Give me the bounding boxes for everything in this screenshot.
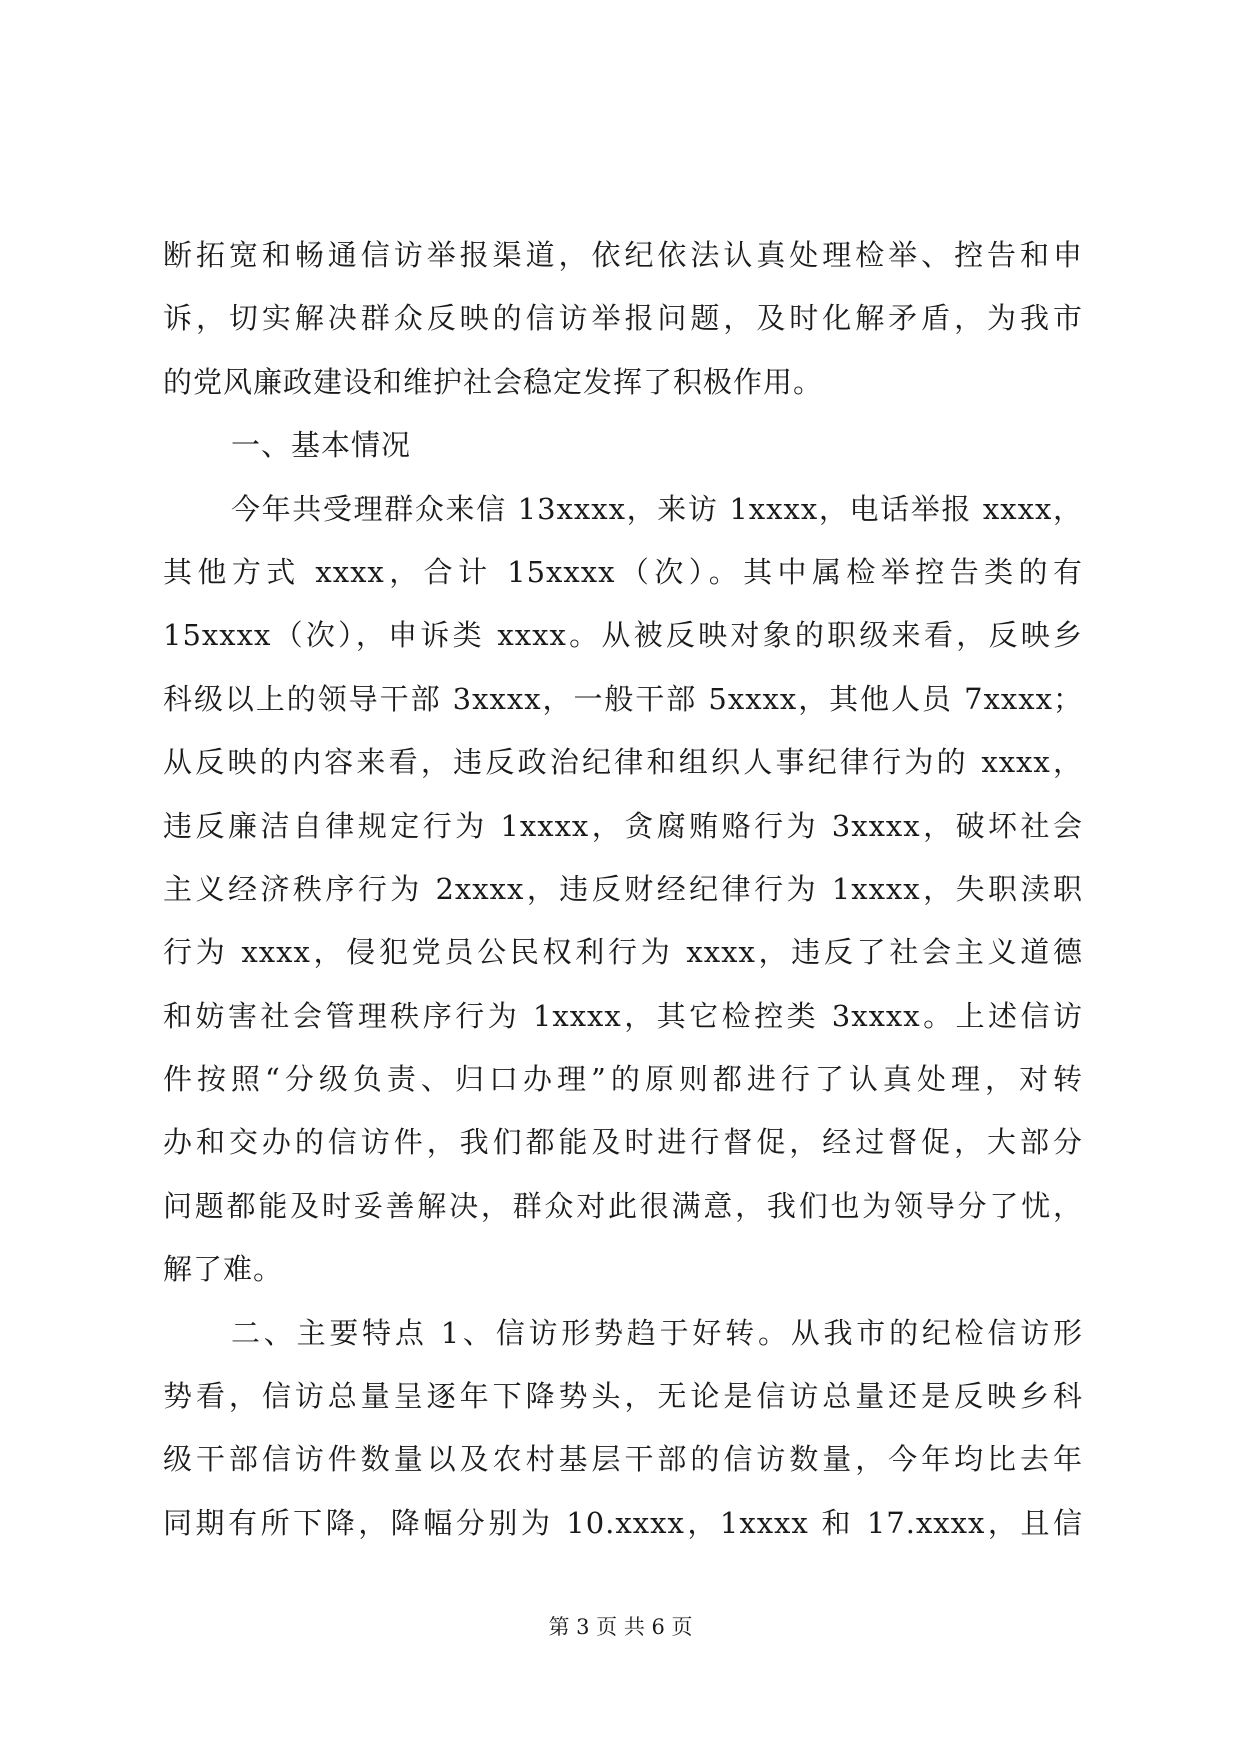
text-line: 和妨害社会管理秩序行为 1xxxx，其它检控类 3xxxx。上述信访: [163, 998, 1083, 1033]
text-line: 级干部信访件数量以及农村基层干部的信访数量，今年均比去年: [163, 1442, 1083, 1477]
page-footer: 第 3 页 共 6 页: [548, 1615, 693, 1639]
text-line: 一、基本情况: [231, 428, 412, 463]
text-line: 办和交办的信访件，我们都能及时进行督促，经过督促，大部分: [163, 1125, 1083, 1160]
text-line: 同期有所下降，降幅分别为 10.xxxx，1xxxx 和 17.xxxx，且信: [163, 1505, 1083, 1540]
text-line: 问题都能及时妥善解决，群众对此很满意，我们也为领导分了忧，: [163, 1188, 1083, 1223]
paragraph-heading-1: [163, 414, 1083, 477]
text-line: 违反廉洁自律规定行为 1xxxx，贪腐贿赂行为 3xxxx，破坏社会: [163, 808, 1083, 843]
text-line: 科级以上的领导干部 3xxxx，一般干部 5xxxx，其他人员 7xxxx；: [163, 681, 1083, 716]
text-line: 势看，信访总量呈逐年下降势头，无论是信访总量还是反映乡科: [163, 1379, 1083, 1414]
text-line: 二、主要特点 1、信访形势趋于好转。从我市的纪检信访形: [231, 1315, 1083, 1350]
paragraph-intro: [163, 224, 1083, 414]
paragraph-features: [163, 1302, 1083, 1556]
text-line: 从反映的内容来看，违反政治纪律和组织人事纪律行为的 xxxx，: [163, 745, 1083, 780]
text-line: 件按照“分级负责、归口办理”的原则都进行了认真处理，对转: [163, 1062, 1083, 1097]
text-line: 15xxxx（次），申诉类 xxxx。从被反映对象的职级来看，反映乡: [163, 618, 1083, 653]
text-line: 解了难。: [163, 1252, 284, 1287]
text-line: 诉，切实解决群众反映的信访举报问题，及时化解矛盾，为我市: [163, 301, 1083, 336]
text-line: 断拓宽和畅通信访举报渠道，依纪依法认真处理检举、控告和申: [163, 238, 1083, 272]
paragraph-basic: [163, 478, 1083, 1302]
text-line: 行为 xxxx，侵犯党员公民权利行为 xxxx，违反了社会主义道德: [163, 935, 1083, 970]
text-line: 今年共受理群众来信 13xxxx，来访 1xxxx，电话举报 xxxx，: [231, 491, 1083, 526]
text-line: 其他方式 xxxx，合计 15xxxx（次）。其中属检举控告类的有: [163, 554, 1083, 589]
text-line: 的党风廉政建设和维护社会稳定发挥了积极作用。: [163, 364, 824, 399]
document-body: [163, 224, 1083, 1555]
text-line: 主义经济秩序行为 2xxxx，违反财经纪律行为 1xxxx，失职渎职: [163, 871, 1083, 906]
